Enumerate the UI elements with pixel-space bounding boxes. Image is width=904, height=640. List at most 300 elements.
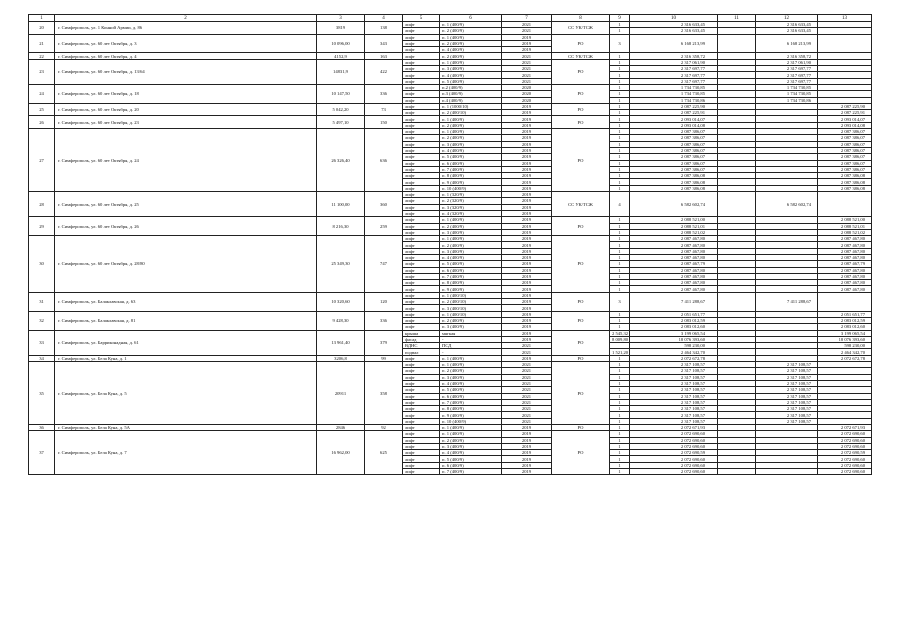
item-year: 2019: [502, 286, 552, 292]
item-cost: 2 083 012,59: [630, 317, 718, 323]
empty-cell: [718, 292, 756, 311]
item-kind: лифт: [403, 242, 440, 248]
item-kind: лифт: [403, 28, 440, 34]
item-label: п. 8 (400/9): [440, 406, 502, 412]
item-cost: 2 072 690,60: [630, 437, 718, 443]
item-cost-col13: 2 087 386,07: [818, 154, 872, 160]
item-label: п. 3 (400/9): [440, 443, 502, 449]
item-kind: лифт: [403, 84, 440, 90]
item-year: 2021: [502, 66, 552, 72]
item-year: 2019: [502, 160, 552, 166]
record-cost-col13: [818, 292, 872, 311]
item-cost-col13: 598 230,00: [818, 343, 872, 349]
item-cost-col12: 2 317 108,57: [756, 406, 818, 412]
item-label: п. 2 (400/9): [440, 242, 502, 248]
item-cost-col13: 2 087 225,90: [818, 103, 872, 109]
record-address: г. Симферополь, ул. Балаклавская, д. 63: [55, 292, 317, 311]
item-cost-col13: 2 072 671,93: [818, 425, 872, 431]
item-count: 1: [610, 387, 630, 393]
item-cost-col13: 2 087 386,07: [818, 160, 872, 166]
item-label: п. 2 (400/9): [440, 317, 502, 323]
item-kind: лифт: [403, 135, 440, 141]
item-count: 8 009,80: [610, 336, 630, 342]
item-cost: 2 087 467,80: [630, 248, 718, 254]
item-count: 1: [610, 166, 630, 172]
record-residents: 99: [365, 355, 403, 361]
item-kind: лифт: [403, 198, 440, 204]
item-label: п. 1 (1000/10): [440, 103, 502, 109]
record-residents: 343: [365, 34, 403, 53]
item-cost: 2 087 386,07: [630, 129, 718, 135]
item-cost: 2 072 671,93: [630, 425, 718, 431]
header-cell: 8: [552, 15, 610, 22]
record-residents: 73: [365, 103, 403, 116]
record-number: 32: [29, 311, 55, 330]
item-year: 2019: [502, 217, 552, 223]
record-area: 20911: [317, 362, 365, 425]
item-year: 2019: [502, 431, 552, 437]
item-count: 1: [610, 185, 630, 191]
item-cost: 2 087 386,07: [630, 166, 718, 172]
item-year: 2020: [502, 84, 552, 90]
item-count: 1: [610, 53, 630, 59]
item-count: 1: [610, 273, 630, 279]
item-year: 2019: [502, 355, 552, 361]
item-label: п. 2 (400/9): [440, 368, 502, 374]
item-label: п. 6 (400/9): [440, 267, 502, 273]
record-number: 31: [29, 292, 55, 311]
item-label: п. 4 (400/9): [440, 254, 502, 260]
item-cost: 2 072 690,60: [630, 443, 718, 449]
item-count: 1: [610, 242, 630, 248]
item-cost-col12: 2 317 061,90: [756, 59, 818, 65]
record-number: 20: [29, 22, 55, 35]
item-year: 2019: [502, 324, 552, 330]
record-address: г. Симферополь, ул. 60 лет Октября, д. 24: [55, 129, 317, 192]
table-row: [29, 192, 872, 198]
item-cost-col13: 2 087 467,79: [818, 261, 872, 267]
item-count: 1: [610, 280, 630, 286]
record-address: г. Симферополь, ул. Бела Куна, д. 5: [55, 362, 317, 425]
item-label: п. 3 (400/9): [440, 324, 502, 330]
item-label: п. 4 (400/9): [440, 147, 502, 153]
record-fund: РО: [552, 362, 610, 425]
item-year: 2019: [502, 116, 552, 122]
item-year: 2019: [502, 135, 552, 141]
item-year: 2019: [502, 299, 552, 305]
item-cost-col13: 2 087 386,07: [818, 129, 872, 135]
item-label: п. 2 (400/9): [440, 53, 502, 59]
item-label: п. 4 (400/9): [440, 72, 502, 78]
item-cost: 2 464 342,70: [630, 349, 718, 355]
item-label: п. 5 (400/9): [440, 154, 502, 160]
item-kind: лифт: [403, 254, 440, 260]
item-count: 1: [610, 141, 630, 147]
item-count: 1: [610, 412, 630, 418]
repair-schedule-table: [28, 14, 872, 475]
item-cost: 2 072 690,60: [630, 431, 718, 437]
item-label: ПСД: [440, 343, 502, 349]
record-residents: 92: [365, 425, 403, 431]
item-cost: 2 087 467,80: [630, 236, 718, 242]
item-cost-col12: 2 317 697,77: [756, 66, 818, 72]
item-cost-col13: 2 464 342,70: [818, 349, 872, 355]
item-cost: 2 093 014,08: [630, 122, 718, 128]
record-address: г. Симферополь, ул. 60 лет Октября, д. 18: [55, 84, 317, 103]
item-year: 2019: [502, 254, 552, 260]
record-residents: 422: [365, 59, 403, 84]
record-address: г. Симферополь, ул. 60 лет Октября, д. 20: [55, 103, 317, 116]
header-cell: 2: [55, 15, 317, 22]
item-year: 2019: [502, 317, 552, 323]
item-count: 1: [610, 456, 630, 462]
item-kind: лифт: [403, 280, 440, 286]
item-label: п. 5 (400/9): [440, 78, 502, 84]
empty-cell: [718, 34, 756, 53]
item-kind: подвал: [403, 349, 440, 355]
record-number: 36: [29, 425, 55, 431]
record-number: 27: [29, 129, 55, 192]
item-count: 1: [610, 22, 630, 28]
item-cost-col13: 2 072 672,78: [818, 355, 872, 361]
item-kind: лифт: [403, 166, 440, 172]
item-year: 2019: [502, 185, 552, 191]
item-kind: лифт: [403, 324, 440, 330]
item-cost-col13: 2 087 467,80: [818, 236, 872, 242]
record-address: г. Симферополь, ул. Бела Куна, д. 7: [55, 431, 317, 475]
item-cost-col12: 1 734 730,86: [756, 97, 818, 103]
record-area: 4152,9: [317, 53, 365, 59]
item-count: 1: [610, 28, 630, 34]
item-label: п. 1 (400/10): [440, 311, 502, 317]
item-cost-col13: 2 087 467,80: [818, 242, 872, 248]
item-count: 1: [610, 267, 630, 273]
record-address: г. Симферополь, ул. 60 лет Октября, д. 13/64: [55, 59, 317, 84]
item-cost: 2 072 672,78: [630, 355, 718, 361]
header-cell: 4: [365, 15, 403, 22]
item-kind: лифт: [403, 355, 440, 361]
item-kind: лифт: [403, 129, 440, 135]
item-year: 2019: [502, 103, 552, 109]
item-cost-col13: 2 093 014,07: [818, 116, 872, 122]
record-area: 10 320,60: [317, 292, 365, 311]
item-cost-col13: 2 087 386,08: [818, 185, 872, 191]
record-fund: РО: [552, 431, 610, 475]
item-cost: 2 317 108,57: [630, 406, 718, 412]
item-cost: 2 087 467,80: [630, 267, 718, 273]
record-number: 29: [29, 217, 55, 236]
item-year: 2019: [502, 330, 552, 336]
item-year: 2021: [502, 53, 552, 59]
record-residents: 636: [365, 129, 403, 192]
item-label: п. 2 (400/9): [440, 223, 502, 229]
item-kind: лифт: [403, 147, 440, 153]
item-kind: лифт: [403, 248, 440, 254]
item-year: 2021: [502, 349, 552, 355]
record-address: г. Симферополь, ул. 60 лет Октября, д. 28/80: [55, 236, 317, 293]
item-label: п. 1 (400/9): [440, 362, 502, 368]
item-cost-col12: 2 317 697,77: [756, 78, 818, 84]
item-year: 2021: [502, 343, 552, 349]
item-year: 2019: [502, 311, 552, 317]
item-count: 1: [610, 418, 630, 424]
item-kind: лифт: [403, 431, 440, 437]
item-count: 1: [610, 399, 630, 405]
item-kind: лифт: [403, 286, 440, 292]
record-area: 8 216,30: [317, 217, 365, 236]
item-cost: 1 734 730,85: [630, 91, 718, 97]
item-count: 1: [610, 431, 630, 437]
record-area: 5 497,10: [317, 116, 365, 129]
record-fund: РО: [552, 116, 610, 129]
item-kind: лифт: [403, 412, 440, 418]
record-area: 11 100,00: [317, 192, 365, 217]
item-cost: 2 088 521,00: [630, 217, 718, 223]
record-fund: СС УК/ТСЖ: [552, 22, 610, 35]
item-cost: 2 087 386,07: [630, 141, 718, 147]
item-cost: 2 317 108,57: [630, 362, 718, 368]
item-cost-col13: 2 072 690,60: [818, 456, 872, 462]
item-count: 1: [610, 110, 630, 116]
item-cost: 2 072 690,60: [630, 462, 718, 468]
record-number: 34: [29, 355, 55, 361]
table-body: [29, 15, 872, 475]
item-count: 1: [610, 380, 630, 386]
item-count: 1: [610, 179, 630, 185]
record-address: г. Симферополь, ул. Барриконадная, д. 61: [55, 330, 317, 355]
record-residents: 138: [365, 22, 403, 35]
item-label: п. 8 (400/9): [440, 280, 502, 286]
item-count: 1: [610, 160, 630, 166]
item-year: 2019: [502, 129, 552, 135]
record-address: г. Симферополь, ул. Балаклавская, д. 81: [55, 311, 317, 330]
item-year: 2019: [502, 229, 552, 235]
item-label: п. 3 (400/9): [440, 248, 502, 254]
item-label: п. 3 (320/9): [440, 204, 502, 210]
item-cost: 2 087 467,80: [630, 280, 718, 286]
record-area: 13 961,40: [317, 330, 365, 355]
item-label: п. 2 (400/10): [440, 299, 502, 305]
item-kind: лифт: [403, 97, 440, 103]
item-label: п. 3 (400/9): [440, 229, 502, 235]
item-kind: лифт: [403, 380, 440, 386]
item-cost: 2 072 690,60: [630, 469, 718, 475]
record-number: 28: [29, 192, 55, 217]
item-count: 2 545,32: [610, 330, 630, 336]
item-count: 1: [610, 129, 630, 135]
item-label: п. 5 (400/9): [440, 387, 502, 393]
item-cost-col13: 2 072 690,59: [818, 450, 872, 456]
record-residents: 358: [365, 362, 403, 425]
record-address: г. Симферополь, ул. 1 Конной Армии, д. 86: [55, 22, 317, 35]
record-residents: 163: [365, 53, 403, 59]
record-area: 10 147,50: [317, 84, 365, 103]
item-kind: лифт: [403, 317, 440, 323]
item-cost-col12: 2 316 358,72: [756, 53, 818, 59]
item-label: п. 3 (400/9): [440, 66, 502, 72]
item-cost: 2 087 467,79: [630, 261, 718, 267]
item-cost-col13: 2 087 386,07: [818, 135, 872, 141]
item-count: 1: [610, 286, 630, 292]
item-year: 2021: [502, 78, 552, 84]
item-cost: 2 317 108,57: [630, 380, 718, 386]
item-cost: 2 087 467,80: [630, 254, 718, 260]
item-cost-col12: 2 317 108,57: [756, 393, 818, 399]
item-count: 1: [610, 355, 630, 361]
record-number: 24: [29, 84, 55, 103]
item-kind: лифт: [403, 273, 440, 279]
record-address: г. Симферополь, ул. 60 лет Октября, д. 26: [55, 217, 317, 236]
item-kind: лифт: [403, 217, 440, 223]
record-cost-col12: 6 582 602,74: [756, 192, 818, 217]
item-label: п. 3 (400/9): [440, 374, 502, 380]
item-kind: лифт: [403, 393, 440, 399]
item-year: 2019: [502, 273, 552, 279]
item-label: п. 5 (400/9): [440, 261, 502, 267]
item-year: 2019: [502, 261, 552, 267]
item-kind: фасад: [403, 336, 440, 342]
item-kind: лифт: [403, 78, 440, 84]
item-kind: лифт: [403, 40, 440, 46]
record-residents: 336: [365, 311, 403, 330]
item-label: -: [440, 336, 502, 342]
item-label: п. 8 (400/9): [440, 173, 502, 179]
header-cell: 10: [630, 15, 718, 22]
header-cell: 6: [440, 15, 502, 22]
item-cost: 2 316 358,72: [630, 53, 718, 59]
record-fund: РО: [552, 311, 610, 330]
record-number: 23: [29, 59, 55, 84]
document-page: [28, 14, 872, 475]
item-label: п. 6 (400/9): [440, 462, 502, 468]
item-year: 2019: [502, 34, 552, 40]
item-label: п. 2 (400/9): [440, 135, 502, 141]
item-label: п.3 (400/9): [440, 91, 502, 97]
item-count: 1: [610, 91, 630, 97]
item-cost: 2 087 386,07: [630, 135, 718, 141]
record-residents: 150: [365, 116, 403, 129]
item-kind: лифт: [403, 47, 440, 53]
record-count: 4: [610, 192, 630, 217]
item-year: 2019: [502, 292, 552, 298]
record-number: 21: [29, 34, 55, 53]
item-year: 2019: [502, 456, 552, 462]
item-cost-col13: 2 087 386,07: [818, 147, 872, 153]
record-cost: 7 411 288,67: [630, 292, 718, 311]
item-cost-col13: 2 087 467,80: [818, 280, 872, 286]
item-year: 2021: [502, 28, 552, 34]
item-cost: 2 087 225,91: [630, 110, 718, 116]
item-label: п. 5 (400/9): [440, 456, 502, 462]
item-kind: лифт: [403, 91, 440, 97]
item-label: п. 7 (400/9): [440, 166, 502, 172]
item-year: 2019: [502, 450, 552, 456]
record-residents: 336: [365, 84, 403, 103]
item-count: 1: [610, 66, 630, 72]
item-label: п. 1 (400/9): [440, 129, 502, 135]
item-count: 1: [610, 173, 630, 179]
record-residents: 625: [365, 431, 403, 475]
record-number: 25: [29, 103, 55, 116]
record-address: г. Симферополь, ул. Бела Куна, д. 1: [55, 355, 317, 361]
record-address: г. Симферополь, ул. 60 лет Октября, д. 25: [55, 192, 317, 217]
item-kind: лифт: [403, 368, 440, 374]
item-kind: лифт: [403, 204, 440, 210]
record-address: г. Симферополь, ул. Бела Куна, д. 5А: [55, 425, 317, 431]
item-year: 2019: [502, 147, 552, 153]
record-area: 3819: [317, 22, 365, 35]
item-cost: 2 316 633,45: [630, 28, 718, 34]
item-cost-col13: 2 088 521,02: [818, 229, 872, 235]
item-cost: 2 087 386,08: [630, 179, 718, 185]
item-cost-col13: 2 087 386,07: [818, 141, 872, 147]
item-kind: лифт: [403, 103, 440, 109]
item-label: п. 2 (400/10): [440, 110, 502, 116]
item-cost-col12: 2 316 633,45: [756, 22, 818, 28]
item-cost: 2 317 697,77: [630, 72, 718, 78]
item-cost-col13: 18 076 393,60: [818, 336, 872, 342]
item-kind: лифт: [403, 22, 440, 28]
item-label: п. 4 (400/9): [440, 380, 502, 386]
item-count: 1: [610, 97, 630, 103]
item-cost-col12: 1 734 730,85: [756, 91, 818, 97]
item-count: 1: [610, 223, 630, 229]
item-count: 1: [610, 116, 630, 122]
record-residents: 747: [365, 236, 403, 293]
item-count: 1: [610, 72, 630, 78]
item-label: п. 1 (400/10): [440, 292, 502, 298]
item-year: 2021: [502, 72, 552, 78]
record-fund: РО: [552, 129, 610, 192]
item-cost: 2 317 108,57: [630, 374, 718, 380]
item-year: 2019: [502, 198, 552, 204]
item-count: 1: [610, 437, 630, 443]
item-kind: лифт: [403, 305, 440, 311]
record-count: 3: [610, 34, 630, 53]
item-cost: 1 734 730,86: [630, 97, 718, 103]
item-year: 2020: [502, 97, 552, 103]
item-count: 1: [610, 122, 630, 128]
item-kind: лифт: [403, 110, 440, 116]
item-count: 1: [610, 248, 630, 254]
item-year: 2021: [502, 374, 552, 380]
item-kind: лифт: [403, 229, 440, 235]
item-cost: 2 087 386,07: [630, 147, 718, 153]
item-cost-col12: 2 317 108,57: [756, 374, 818, 380]
item-year: 2019: [502, 462, 552, 468]
item-cost-col13: 2 087 386,08: [818, 173, 872, 179]
item-count: 1: [610, 462, 630, 468]
item-cost: 2 087 467,80: [630, 242, 718, 248]
item-cost-col13: 2 087 467,80: [818, 254, 872, 260]
record-area: 25 349,30: [317, 236, 365, 293]
item-label: п. 1 (400/9): [440, 34, 502, 40]
header-cell: 13: [818, 15, 872, 22]
item-label: п.2 (400/9): [440, 84, 502, 90]
record-fund: РО: [552, 425, 610, 431]
header-cell: 11: [718, 15, 756, 22]
item-count: 1: [610, 217, 630, 223]
item-year: 2021: [502, 399, 552, 405]
item-kind: лифт: [403, 292, 440, 298]
item-label: п. 10 (400/9): [440, 418, 502, 424]
item-kind: лифт: [403, 267, 440, 273]
item-label: п. 7 (400/9): [440, 399, 502, 405]
table-row: [29, 34, 872, 40]
item-kind: лифт: [403, 437, 440, 443]
item-cost-col12: 1 734 730,85: [756, 84, 818, 90]
header-row: [29, 15, 872, 22]
